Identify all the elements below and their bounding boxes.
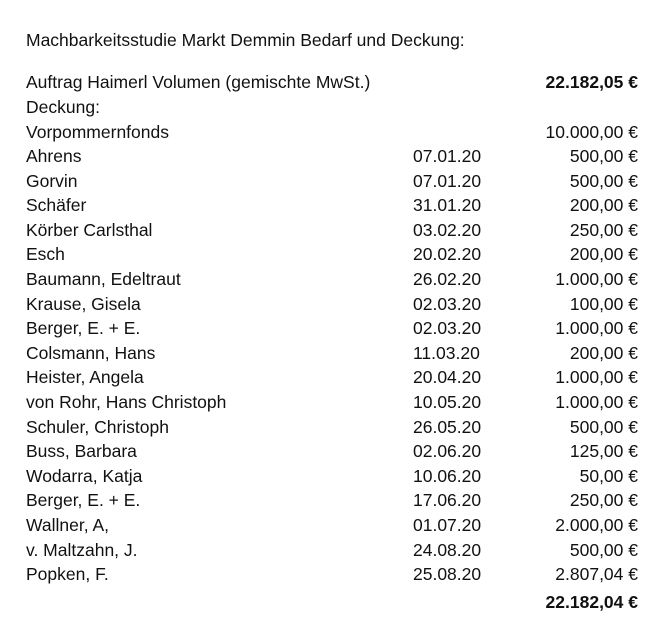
contributor-name: Ahrens — [26, 146, 82, 166]
contribution-date: 26.02.20 — [413, 268, 482, 289]
contribution-date: 07.01.20 — [413, 146, 482, 166]
contribution-amount: 1.000,00 € — [555, 268, 638, 289]
contribution-row — [26, 564, 638, 589]
contribution-date: 07.01.20 — [413, 170, 482, 191]
fund-name: Vorpommernfonds — [26, 122, 169, 142]
order-volume-amount: 22.182,05 € — [545, 72, 638, 92]
contribution-row — [26, 392, 638, 417]
contribution-row — [26, 171, 638, 196]
fund-amount: 10.000,00 € — [545, 122, 638, 142]
contribution-amount: 500,00 € — [569, 170, 638, 191]
contributor-name: v. Maltzahn, J. — [26, 539, 138, 560]
contributor-name: Schäfer — [26, 195, 87, 216]
contribution-amount: 200,00 € — [569, 342, 638, 363]
contribution-row — [26, 146, 638, 171]
contributor-name: Berger, E. + E. — [26, 490, 141, 511]
contribution-row — [26, 269, 638, 294]
contribution-amount: 250,00 € — [569, 490, 638, 511]
contribution-amount: 2.807,04 € — [555, 564, 638, 585]
contributor-name: Gorvin — [26, 170, 78, 191]
contribution-date: 20.02.20 — [413, 244, 482, 265]
contribution-row — [26, 441, 638, 466]
order-volume-row — [26, 72, 638, 96]
contributor-name: Krause, Gisela — [26, 293, 141, 314]
contribution-date: 10.05.20 — [413, 391, 482, 412]
contribution-date: 03.02.20 — [413, 219, 482, 240]
contribution-row — [26, 490, 638, 515]
contributor-name: Berger, E. + E. — [26, 318, 141, 339]
contribution-amount: 250,00 € — [569, 219, 638, 240]
contributor-name: Wallner, A, — [26, 514, 109, 535]
contributor-name: Esch — [26, 244, 65, 265]
contributor-name: Colsmann, Hans — [26, 342, 156, 363]
contributor-name: Wodarra, Katja — [26, 465, 143, 486]
contribution-row — [26, 195, 638, 220]
contribution-date: 25.08.20 — [413, 564, 482, 585]
contributor-name: von Rohr, Hans Christoph — [26, 391, 227, 412]
contributions-list — [26, 146, 638, 589]
contribution-row — [26, 417, 638, 442]
contribution-row — [26, 466, 638, 491]
contribution-date: 01.07.20 — [413, 514, 482, 535]
contribution-date: 24.08.20 — [413, 539, 482, 560]
contribution-amount: 500,00 € — [569, 416, 638, 437]
contribution-amount: 200,00 € — [569, 244, 638, 265]
contributor-name: Körber Carlsthal — [26, 219, 153, 240]
contribution-row — [26, 367, 638, 392]
contribution-date: 02.03.20 — [413, 318, 482, 339]
contribution-row — [26, 343, 638, 368]
contribution-row — [26, 540, 638, 565]
contribution-amount: 500,00 € — [569, 146, 638, 166]
contribution-row — [26, 515, 638, 540]
contribution-amount: 500,00 € — [569, 539, 638, 560]
contribution-amount: 2.000,00 € — [555, 514, 638, 535]
contribution-row — [26, 244, 638, 269]
total-amount: 22.182,04 € — [545, 592, 638, 612]
contribution-amount: 200,00 € — [569, 195, 638, 216]
contribution-date: 31.01.20 — [413, 195, 482, 216]
fund-row — [26, 122, 638, 146]
contribution-date: 17.06.20 — [413, 490, 482, 511]
contribution-amount: 1.000,00 € — [555, 318, 638, 339]
contribution-date: 11.03.20 — [413, 342, 480, 363]
contributor-name: Buss, Barbara — [26, 441, 137, 462]
coverage-heading: Deckung: — [26, 97, 100, 117]
contribution-date: 02.03.20 — [413, 293, 482, 314]
contribution-row — [26, 318, 638, 343]
contribution-date: 26.05.20 — [413, 416, 482, 437]
contributor-name: Baumann, Edeltraut — [26, 268, 181, 289]
contribution-date: 10.06.20 — [413, 465, 482, 486]
order-volume-label: Auftrag Haimerl Volumen (gemischte MwSt.) — [26, 72, 371, 92]
contributor-name: Heister, Angela — [26, 367, 144, 388]
contribution-row — [26, 294, 638, 319]
contribution-amount: 50,00 € — [579, 465, 638, 486]
contribution-amount: 1.000,00 € — [555, 391, 638, 412]
contributor-name: Schuler, Christoph — [26, 416, 169, 437]
contribution-date: 20.04.20 — [413, 367, 482, 388]
contribution-date: 02.06.20 — [413, 441, 482, 462]
contribution-row — [26, 220, 638, 245]
document-title: Machbarkeitsstudie Markt Demmin Bedarf und Deckung: — [26, 30, 465, 50]
contribution-amount: 100,00 € — [569, 293, 638, 314]
contribution-amount: 1.000,00 € — [555, 367, 638, 388]
contribution-amount: 125,00 € — [569, 441, 638, 462]
contributor-name: Popken, F. — [26, 564, 109, 585]
